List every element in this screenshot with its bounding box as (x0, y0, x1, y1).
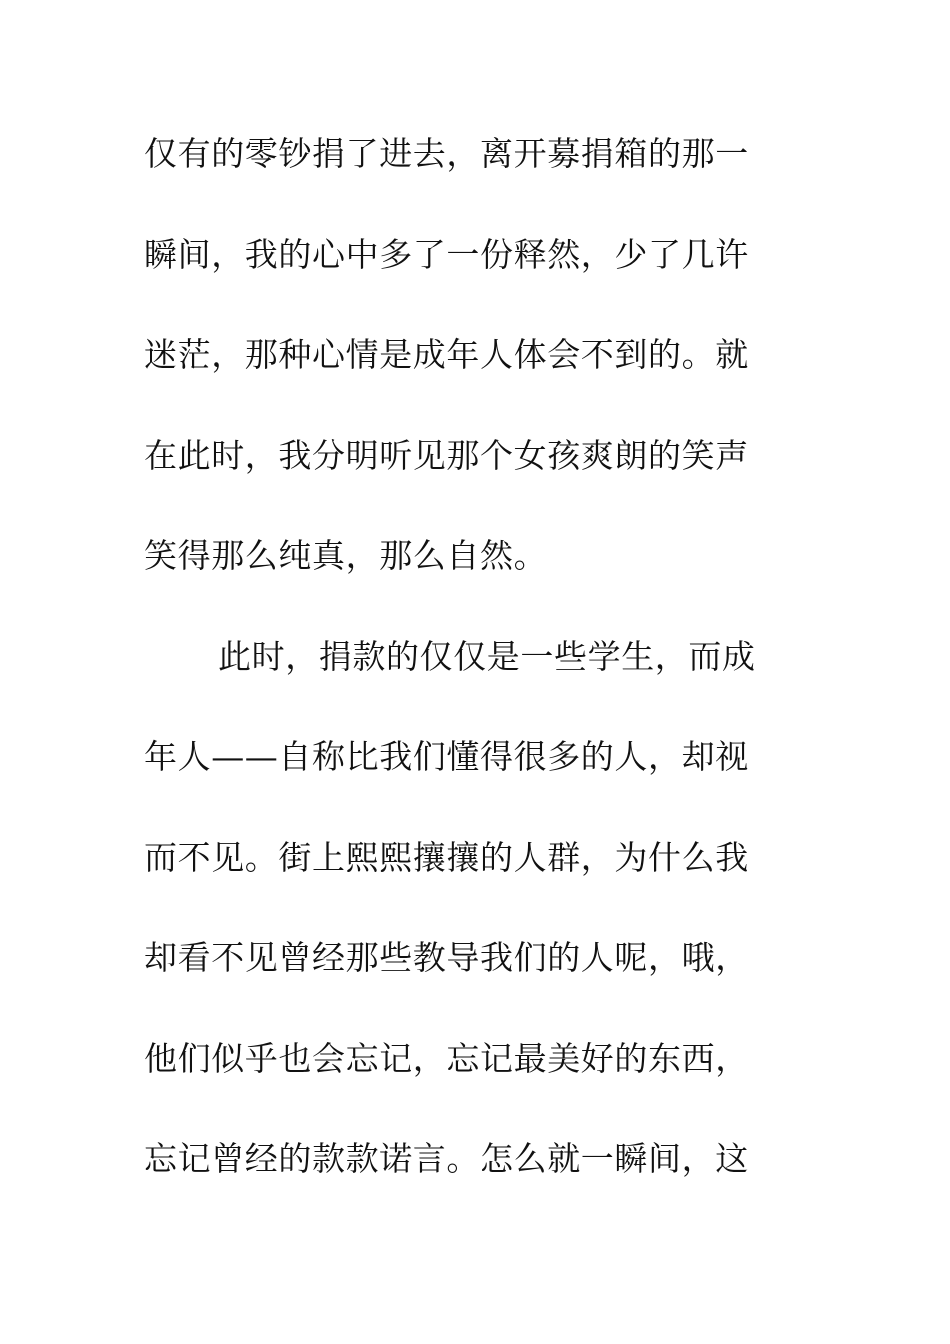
text-line: 迷茫，那种心情是成年人体会不到的。就 (144, 335, 749, 374)
text-line: 笑得那么纯真，那么自然。 (144, 536, 548, 575)
text-line: 在此时，我分明听见那个女孩爽朗的笑声 (144, 435, 749, 475)
document-body (144, 124, 814, 1230)
text-line: 瞬间，我的心中多了一份释然，少了几许 (144, 234, 749, 274)
text-line: 他们似乎也会忘记，忘记最美好的东西， (144, 1038, 749, 1078)
text-line: 而不见。街上熙熙攘攘的人群，为什么我 (144, 837, 749, 877)
paragraph-first-line: 此时，捐款的仅仅是一些学生，而成 (218, 636, 756, 676)
text-line: 仅有的零钞捐了进去，离开募捐箱的那一 (144, 134, 749, 173)
text-line: 年人——自称比我们懂得很多的人，却视 (144, 737, 749, 776)
text-line: 忘记曾经的款款诺言。怎么就一瞬间，这 (144, 1139, 749, 1178)
text-line: 却看不见曾经那些教导我们的人呢，哦， (144, 938, 749, 977)
